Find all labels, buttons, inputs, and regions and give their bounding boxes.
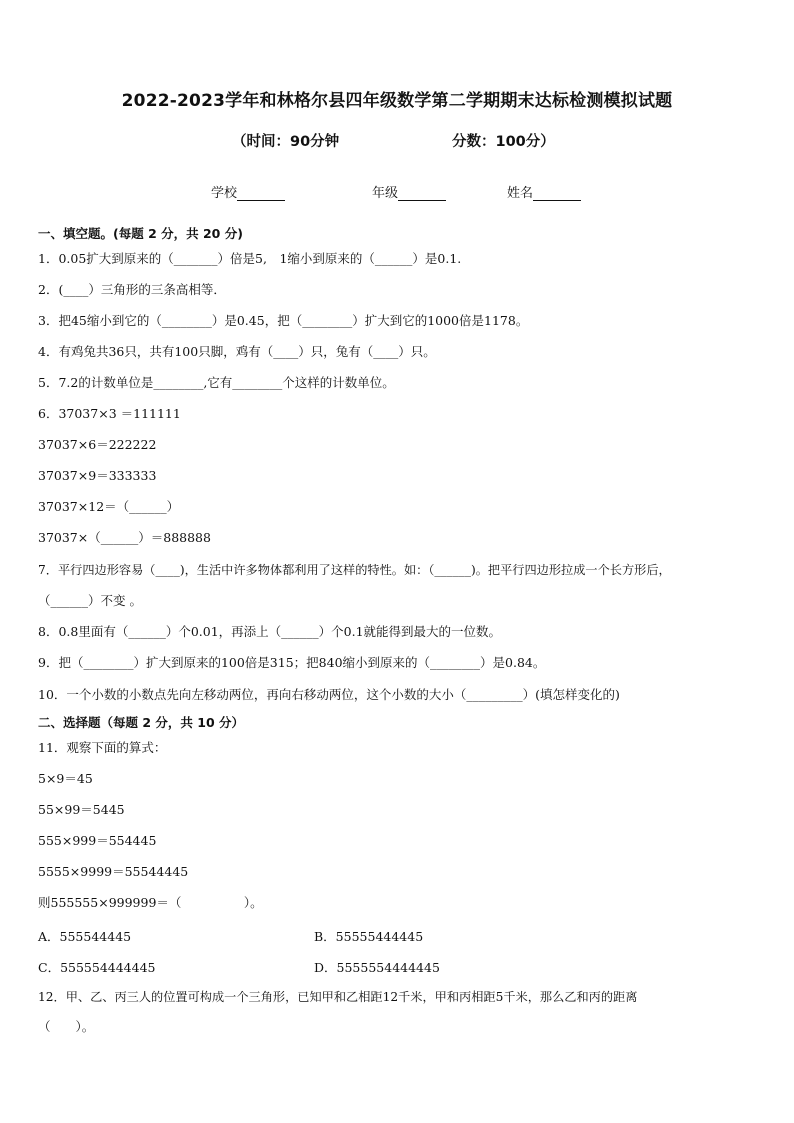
name-label: 姓名 — [507, 186, 534, 201]
question-4: 4．有鸡兔共36只，共有100只脚，鸡有（____）只，兔有（____）只。 — [38, 344, 436, 359]
option-a[interactable]: A．555544445 — [38, 929, 132, 944]
question-11-eq-1: 5×9＝45 — [38, 771, 93, 786]
option-d[interactable]: D．5555554444445 — [314, 960, 440, 975]
question-11-eq-4: 5555×9999＝55544445 — [38, 864, 189, 879]
question-6-line-1: 6．37037×3 ＝111111 — [38, 406, 181, 421]
question-11-eq-2: 55×99＝5445 — [38, 802, 125, 817]
name-field — [507, 182, 581, 201]
grade-label: 年级 — [372, 186, 399, 201]
exam-time: （时间：90分钟 — [232, 134, 340, 150]
question-1: 1．0.05扩大到原来的（_______）倍是5, 1缩小到原来的（______）是0.1. — [38, 251, 462, 266]
option-b[interactable]: B．55555444445 — [314, 929, 424, 944]
section-choice-heading: 二、选择题（每题 2 分，共 10 分） — [38, 715, 245, 730]
grade-field — [372, 182, 446, 201]
school-blank[interactable] — [237, 187, 285, 201]
question-7-line-2: （______）不变 。 — [38, 593, 142, 608]
question-9: 9．把（________）扩大到原来的100倍是315；把840缩小到原来的（________）是0.84。 — [38, 655, 546, 670]
exam-score: 分数：100分） — [452, 134, 555, 150]
name-blank[interactable] — [533, 187, 581, 201]
question-8: 8．0.8里面有（______）个0.01，再添上（______）个0.1就能得到最大的一位数。 — [38, 624, 502, 639]
school-field — [211, 182, 285, 201]
question-3: 3．把45缩小到它的（________）是0.45，把（________）扩大到它的1000倍是1178。 — [38, 313, 529, 328]
school-label: 学校 — [211, 186, 238, 201]
section-fill-in-heading: 一、填空题。(每题 2 分，共 20 分) — [38, 226, 243, 241]
grade-blank[interactable] — [398, 187, 446, 201]
question-11: 11．观察下面的算式： — [38, 740, 167, 755]
question-6-line-2: 37037×6＝222222 — [38, 437, 157, 452]
question-7-line-1: 7．平行四边形容易（____)，生活中许多物体都利用了这样的特性。如：（______)。把平行四边形拉成一个长方形后， — [38, 563, 671, 577]
question-5: 5．7.2的计数单位是________,它有________个这样的计数单位。 — [38, 375, 395, 390]
question-12-line-1: 12．甲、乙、丙三人的位置可构成一个三角形，已知甲和乙相距12千米，甲和丙相距5千米，那么乙和丙的距离 — [38, 990, 638, 1004]
question-12-line-2: （ ）。 — [38, 1019, 95, 1034]
question-6-line-3: 37037×9＝333333 — [38, 468, 157, 483]
question-6-line-5: 37037×（______）＝888888 — [38, 530, 211, 545]
question-10: 10．一个小数的小数点先向左移动两位，再向右移动两位，这个小数的大小（_________）(填怎样变化的) — [38, 687, 620, 702]
exam-title: 2022-2023学年和林格尔县四年级数学第二学期期末达标检测模拟试题 — [121, 91, 673, 111]
question-11-prompt: 则555555×999999＝（ ）。 — [38, 895, 263, 910]
option-c[interactable]: C．555554444445 — [38, 960, 156, 975]
question-11-eq-3: 555×999＝554445 — [38, 833, 157, 848]
question-6-line-4: 37037×12＝（______） — [38, 499, 180, 514]
question-2: 2．(____）三角形的三条高相等． — [38, 282, 226, 297]
